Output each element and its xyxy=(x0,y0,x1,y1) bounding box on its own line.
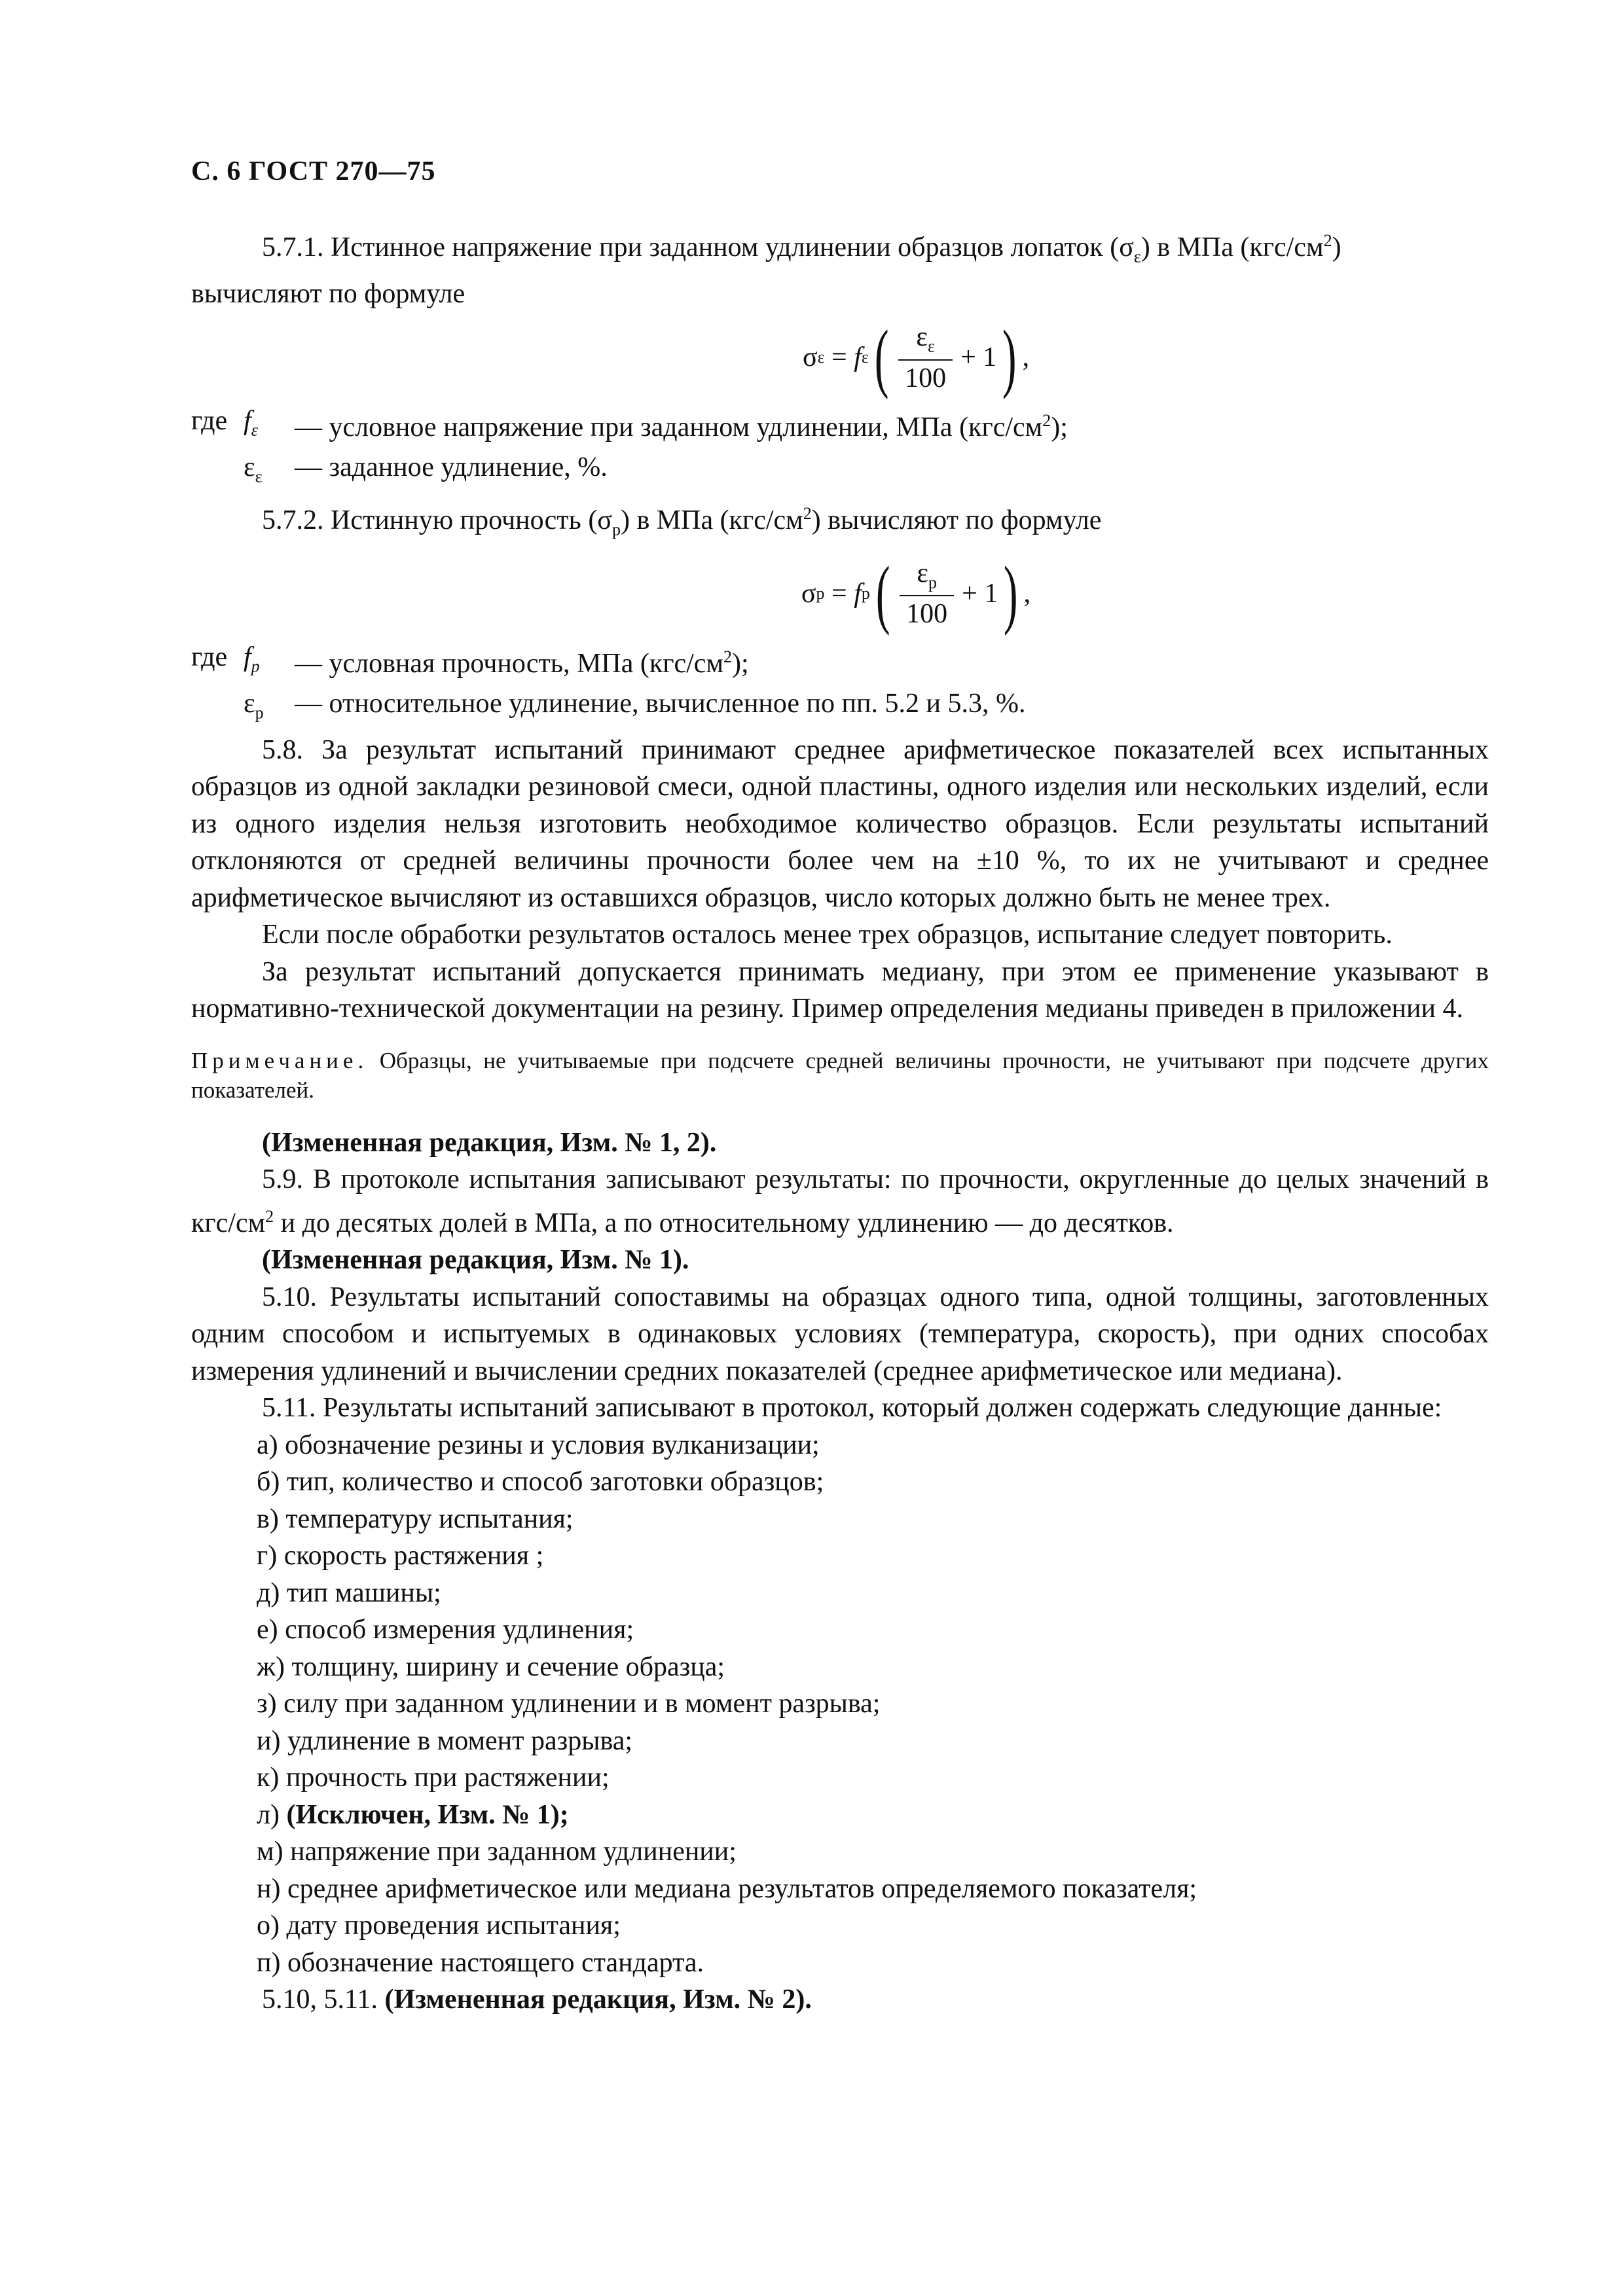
definition xyxy=(295,639,1489,685)
list-item: п) обозначение настоящего стандарта. xyxy=(257,1947,704,1978)
numerator xyxy=(909,323,941,359)
subscript: p xyxy=(928,573,937,592)
paragraph-5-8: 5.8. За результат испытаний принимают среднее арифметическое показателей всех испытанных образцов из одной закладки резиновой смеси, одной пластины, одного изделия или нескольких изделий, если из одного изделия нельзя изготовить необходимое количество образцов. Если результаты испытаний отклоняются от средней величины прочности более чем на ±10 %, то их не учитывают и среднее арифметическое вычисляют из оставшихся образцов, число которых должно быть не менее трех. xyxy=(191,734,1489,913)
paragraph-5-7-2 xyxy=(191,495,1489,548)
subscript: ε xyxy=(861,348,869,367)
text: (Исключен, Изм. № 1); xyxy=(286,1799,569,1830)
text: ) в МПа (кгс/см xyxy=(1140,232,1324,262)
definition: — заданное удлинение, %. xyxy=(295,452,608,483)
f-symbol: f xyxy=(244,642,251,673)
denominator: 100 xyxy=(900,595,954,628)
text: — условная прочность, МПа (кгс/см xyxy=(295,649,724,679)
amendment-2: (Измененная редакция, Изм. № 1). xyxy=(262,1245,689,1276)
sigma-symbol: σ xyxy=(801,578,816,609)
right-paren: ) xyxy=(1004,550,1018,637)
subscript: ε xyxy=(817,348,825,367)
comma: , xyxy=(1022,342,1030,373)
list-item: в) температуру испытания; xyxy=(257,1503,574,1534)
text: ) вычисляют по формуле xyxy=(811,505,1102,536)
list-item: н) среднее арифметическое или медиана результатов определяемого показателя; xyxy=(257,1873,1197,1904)
text: и до десятых долей в МПа, а по относительному удлинению — до десятков. xyxy=(274,1208,1174,1238)
symbol xyxy=(244,685,295,732)
fraction xyxy=(898,323,953,391)
list-item: о) дату проведения испытания; xyxy=(257,1910,621,1941)
paragraph-5-8-median: За результат испытаний допускается принимать медиану, при этом ее применение указывают в нормативно-технической документации на резину. Пример определения медианы приведен в приложении 4. xyxy=(191,956,1489,1024)
where-line-1 xyxy=(191,403,1489,449)
right-paren: ) xyxy=(1002,314,1017,401)
superscript: 2 xyxy=(803,504,812,524)
text: ) xyxy=(1332,232,1341,262)
epsilon: ε xyxy=(916,322,928,353)
list-item: е) способ измерения удлинения; xyxy=(257,1615,634,1645)
where-word: где xyxy=(191,406,228,437)
epsilon: ε xyxy=(917,558,928,588)
note-text: Образцы, не учитываемые при подсчете средней величины прочности, не учитывают при подсчете других показателей. xyxy=(191,1047,1489,1103)
subscript: ε xyxy=(1133,247,1141,266)
list-item: г) скорость растяжения ; xyxy=(257,1541,544,1571)
text: — условное напряжение при заданном удлинении, МПа (кгс/см xyxy=(295,412,1043,443)
where-line-3 xyxy=(191,639,1489,685)
text: ); xyxy=(1051,412,1068,443)
formula-true-stress xyxy=(343,312,1489,403)
subscript: p xyxy=(861,583,870,603)
left-paren: ( xyxy=(874,314,889,401)
numerator xyxy=(910,560,943,595)
definition xyxy=(295,403,1489,449)
list-item xyxy=(191,1797,1489,1834)
plus-one: + 1 xyxy=(960,342,997,373)
list-item: ж) толщину, ширину и сечение образца; xyxy=(257,1651,725,1682)
list-item: и) удлинение в момент разрыва; xyxy=(257,1725,633,1756)
list-item: к) прочность при растяжении; xyxy=(257,1763,610,1793)
comma: , xyxy=(1023,578,1031,609)
f-symbol: f xyxy=(854,578,862,609)
subscript: p xyxy=(255,703,264,723)
subscript: p xyxy=(611,520,621,539)
subscript: ε xyxy=(251,420,258,440)
superscript: 2 xyxy=(1323,231,1332,250)
list-item: б) тип, количество и способ заготовки образцов; xyxy=(257,1467,824,1498)
text: 5.7.1. Истинное напряжение при заданном удлинении образцов лопаток (σ xyxy=(262,232,1134,262)
equals-sign: = xyxy=(824,342,854,373)
text: л) xyxy=(257,1799,287,1830)
list-item: а) обозначение резины и условия вулканизации; xyxy=(257,1429,820,1460)
equals-sign: = xyxy=(824,578,854,609)
protocol-list xyxy=(191,1427,1489,1982)
symbol xyxy=(244,403,295,449)
formula-true-strength xyxy=(343,548,1489,639)
left-paren: ( xyxy=(875,550,890,637)
denominator: 100 xyxy=(898,359,953,392)
symbol xyxy=(244,639,295,685)
superscript: 2 xyxy=(1042,411,1051,431)
page-header: С. 6 ГОСТ 270—75 xyxy=(191,156,436,187)
symbol xyxy=(244,449,295,495)
where-line-4 xyxy=(191,685,1489,732)
subscript: ε xyxy=(255,467,263,486)
amendment-1: (Измененная редакция, Изм. № 1, 2). xyxy=(262,1127,717,1158)
subscript: p xyxy=(251,656,260,676)
spacer xyxy=(191,449,244,495)
f-symbol: f xyxy=(854,342,862,373)
sigma-symbol: σ xyxy=(802,342,818,373)
page-body xyxy=(191,223,1489,2018)
paragraph-5-11: 5.11. Результаты испытаний записывают в протокол, который должен содержать следующие данные: xyxy=(262,1393,1442,1424)
spacer xyxy=(191,685,244,732)
f-symbol: f xyxy=(244,406,251,437)
final-amendment xyxy=(191,1981,1489,2018)
plus-one: + 1 xyxy=(962,578,998,609)
text: 5.10, 5.11. xyxy=(262,1984,385,2015)
epsilon: ε xyxy=(244,452,255,483)
paragraph-5-10: 5.10. Результаты испытаний сопоставимы на образцах одного типа, одной толщины, заготовленных одним способом и испытуемых в одинаковых условиях (температура, скорость), при одних способах измерения удлинений и вычислении средних показателей (среднее арифметическое или медиана). xyxy=(191,1282,1489,1386)
list-item: д) тип машины; xyxy=(257,1577,441,1608)
definition: — относительное удлинение, вычисленное по пп. 5.2 и 5.3, %. xyxy=(295,688,1026,719)
where-line-2 xyxy=(191,449,1489,495)
subscript: p xyxy=(816,583,825,603)
list-item: з) силу при заданном удлинении и в момент разрыва; xyxy=(257,1689,881,1719)
where-word: где xyxy=(191,642,228,673)
paragraph-5-7-1 xyxy=(191,223,1489,276)
text: 5.9. В протоколе испытания записывают результаты: по прочности, округленные до целых значений в кгс/см xyxy=(191,1164,1489,1238)
epsilon: ε xyxy=(244,688,255,719)
superscript: 2 xyxy=(265,1206,274,1226)
text: ) в МПа (кгс/см xyxy=(620,505,803,536)
paragraph-5-9 xyxy=(191,1161,1489,1242)
note xyxy=(191,1046,1489,1105)
text: 5.7.2. Истинную прочность (σ xyxy=(262,505,612,536)
text: ); xyxy=(732,649,749,679)
paragraph-5-8-repeat: Если после обработки результатов осталось менее трех образцов, испытание следует повторить. xyxy=(262,920,1393,950)
fraction xyxy=(900,560,954,628)
paragraph-5-7-1-cont: вычисляют по формуле xyxy=(191,278,465,309)
list-item: м) напряжение при заданном удлинении; xyxy=(257,1837,737,1867)
subscript: ε xyxy=(927,336,935,356)
superscript: 2 xyxy=(723,647,733,667)
note-label: Примечание. xyxy=(191,1047,369,1073)
text: (Измененная редакция, Изм. № 2). xyxy=(384,1984,812,2015)
